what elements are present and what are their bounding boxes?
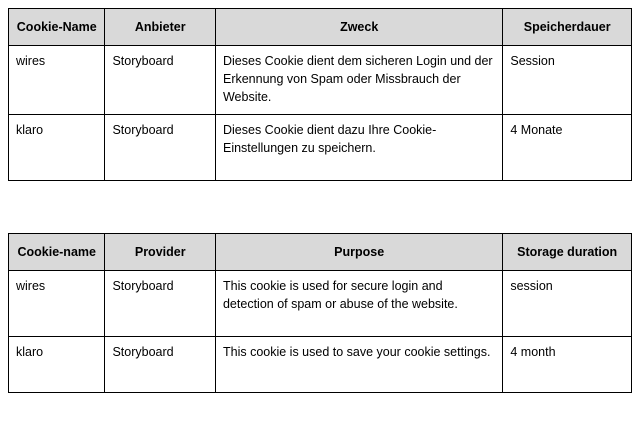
cell-provider: Storyboard — [105, 336, 216, 392]
cell-provider: Storyboard — [105, 114, 216, 180]
table-row — [9, 114, 632, 180]
table-row — [9, 46, 632, 114]
cell-cookie-name: klaro — [9, 336, 105, 392]
column-header-cookie-name: Cookie-Name — [9, 9, 105, 46]
cell-provider: Storyboard — [105, 46, 216, 114]
table-spacer — [8, 181, 632, 233]
cell-storage-duration: 4 Monate — [503, 114, 632, 180]
cell-purpose: This cookie is used to save your cookie settings. — [215, 336, 502, 392]
column-header-purpose: Zweck — [215, 9, 502, 46]
table-header-row — [9, 9, 632, 46]
table-header-german — [9, 9, 632, 46]
cell-storage-duration: Session — [503, 46, 632, 114]
cookie-table-english — [8, 233, 632, 393]
column-header-provider: Anbieter — [105, 9, 216, 46]
column-header-storage-duration: Speicherdauer — [503, 9, 632, 46]
column-header-cookie-name: Cookie-name — [9, 233, 105, 270]
table-header-row — [9, 233, 632, 270]
column-header-purpose: Purpose — [215, 233, 502, 270]
cell-cookie-name: wires — [9, 46, 105, 114]
column-header-provider: Provider — [105, 233, 216, 270]
cell-storage-duration: 4 month — [503, 336, 632, 392]
cell-cookie-name: wires — [9, 270, 105, 336]
table-row — [9, 270, 632, 336]
table-body-german — [9, 46, 632, 180]
table-body-english — [9, 270, 632, 392]
cell-storage-duration: session — [503, 270, 632, 336]
column-header-storage-duration: Storage duration — [503, 233, 632, 270]
cell-purpose: Dieses Cookie dient dazu Ihre Cookie-Einstellungen zu speichern. — [215, 114, 502, 180]
table-header-english — [9, 233, 632, 270]
cell-cookie-name: klaro — [9, 114, 105, 180]
cell-purpose: This cookie is used for secure login and detection of spam or abuse of the website. — [215, 270, 502, 336]
cookie-table-german — [8, 8, 632, 181]
cell-purpose: Dieses Cookie dient dem sicheren Login und der Erkennung von Spam oder Missbrauch der Website. — [215, 46, 502, 114]
cell-provider: Storyboard — [105, 270, 216, 336]
table-row — [9, 336, 632, 392]
